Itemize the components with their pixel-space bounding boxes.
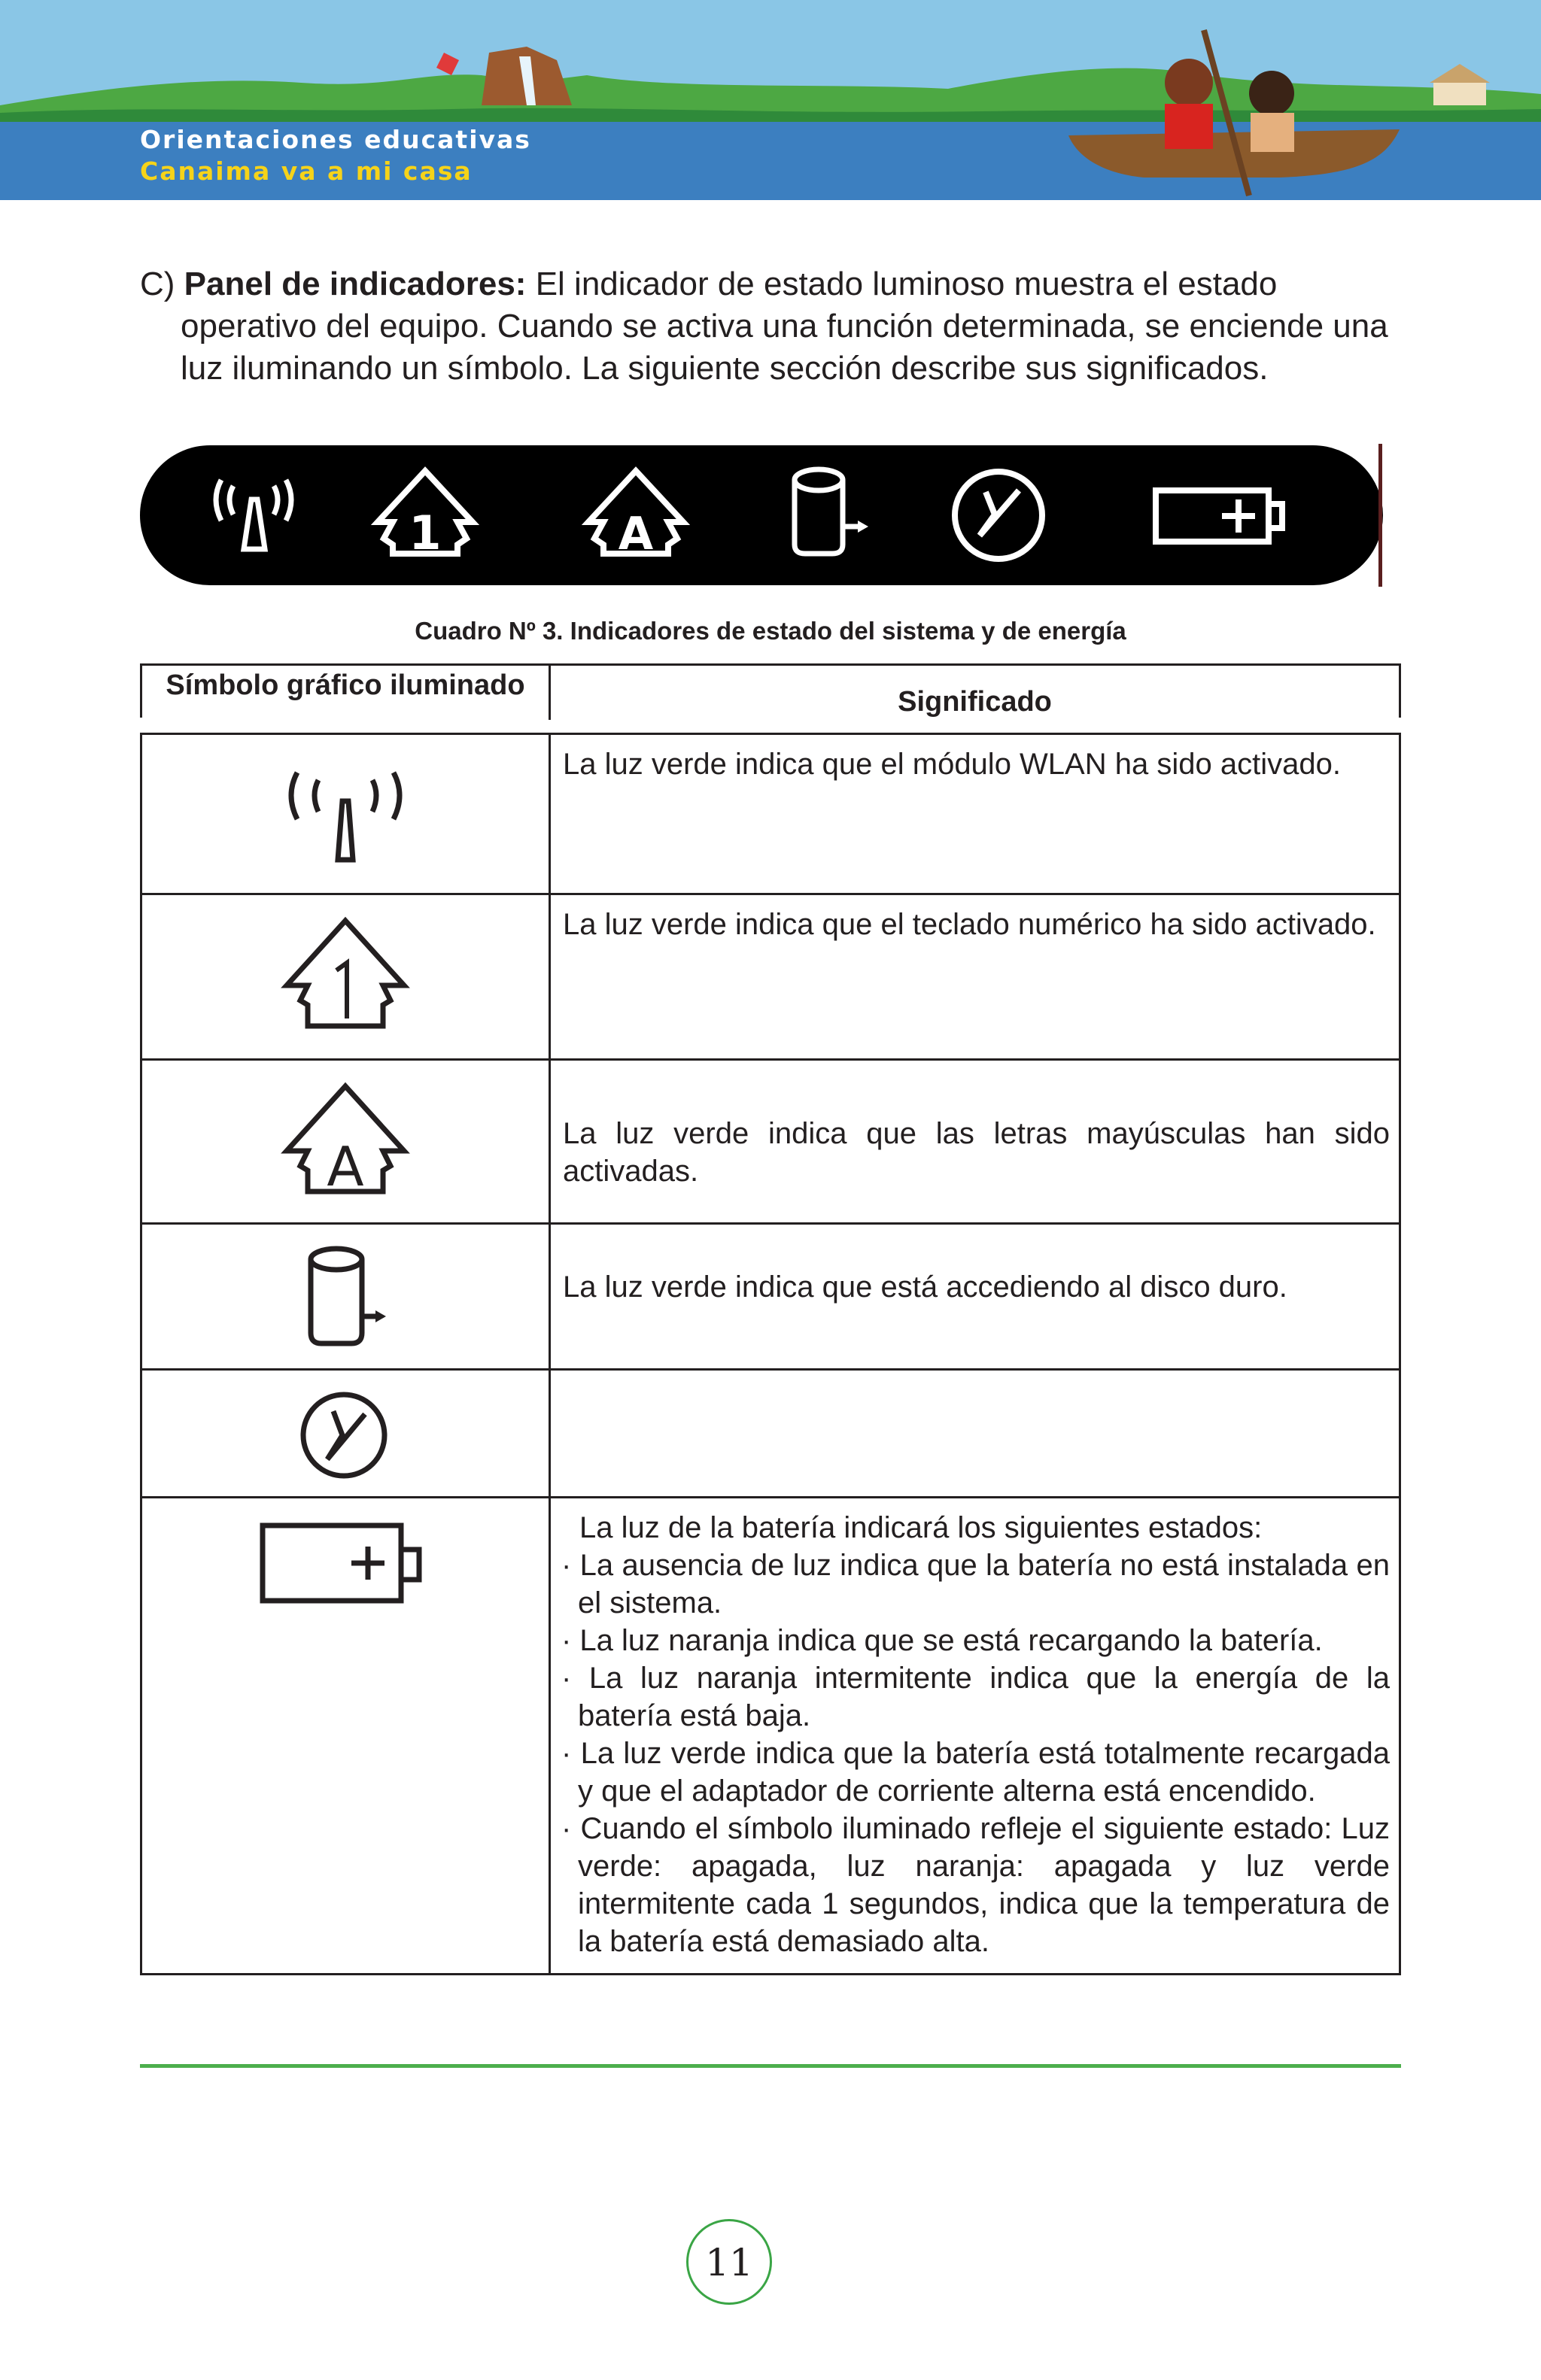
- indicator-table: [140, 733, 1401, 1975]
- wlan-icon: [270, 757, 421, 870]
- footer-divider: [140, 2064, 1401, 2068]
- header-subtitle: Canaima va a mi casa: [140, 156, 473, 186]
- num-lock-icon: [369, 460, 482, 570]
- header-banner: [0, 0, 1541, 200]
- num-lock-icon: [278, 913, 413, 1046]
- table-caption: Cuadro Nº 3. Indicadores de estado del sistema y de energía: [415, 617, 1126, 645]
- symbol-cell: [142, 1371, 549, 1496]
- meaning-cell: [549, 895, 1399, 1058]
- battery-state-item: · Cuando el símbolo iluminado refleje el siguiente estado: Luz verde: apagada, luz naranja: apagada y luz verde intermitente cada 1 segundos, indica que la temperatura de la batería está demasiado alta.: [561, 1812, 1390, 1958]
- symbol-cell: [142, 1498, 549, 1973]
- power-icon: [950, 460, 1047, 570]
- table-row: [142, 1496, 1399, 1973]
- meaning-text: La luz verde indica que el módulo WLAN ha sido activado.: [563, 748, 1341, 781]
- table-row: [142, 735, 1399, 893]
- battery-icon: [1150, 460, 1293, 570]
- panel-edge-divider: [1378, 444, 1382, 587]
- power-icon: [297, 1389, 391, 1482]
- hdd-icon: [300, 1241, 391, 1354]
- meaning-cell: [549, 1061, 1399, 1222]
- meaning-text: La luz verde indica que las letras mayúsculas han sido activadas.: [563, 1117, 1390, 1188]
- svg-text:A: A: [618, 508, 654, 560]
- meaning-cell: [549, 735, 1399, 893]
- battery-state-item: · La luz verde indica que la batería está totalmente recargada y que el adaptador de corriente alterna está encendido.: [561, 1737, 1390, 1808]
- symbol-cell: [142, 1061, 549, 1222]
- symbol-cell: [142, 735, 549, 893]
- svg-text:1: 1: [409, 505, 442, 560]
- column-header-symbol: Símbolo gráfico iluminado: [166, 669, 525, 701]
- intro-text: El indicador de estado luminoso muestra el estado operativo del equipo. Cuando se activa una función determinada, se enciende una luz iluminando un símbolo. La siguiente sección describe sus significados.: [181, 266, 1388, 387]
- meaning-cell: [549, 1225, 1399, 1368]
- meaning-cell: [549, 1371, 1399, 1496]
- battery-state-item: · La ausencia de luz indica que la batería no está instalada en el sistema.: [561, 1549, 1390, 1620]
- table-header: [140, 663, 1401, 718]
- caps-lock-icon: [579, 460, 692, 570]
- table-row: [142, 1058, 1399, 1222]
- intro-heading: Panel de indicadores:: [184, 266, 527, 302]
- battery-lead-text: La luz de la batería indicará los siguientes estados:: [579, 1511, 1263, 1544]
- column-header-meaning: Significado: [549, 666, 1399, 720]
- meaning-text: La luz verde indica que está accediendo al disco duro.: [563, 1270, 1287, 1304]
- table-row: [142, 1222, 1399, 1368]
- svg-text:A: A: [327, 1135, 364, 1198]
- page-number: 11: [686, 2219, 772, 2305]
- table-row: [142, 893, 1399, 1058]
- symbol-cell: [142, 895, 549, 1058]
- intro-paragraph: [140, 263, 1419, 390]
- caps-lock-icon: [278, 1079, 413, 1211]
- wlan-icon: [205, 460, 302, 570]
- header-title: Orientaciones educativas: [140, 125, 531, 154]
- battery-state-item: · La luz naranja intermitente indica que la energía de la batería está baja.: [561, 1662, 1390, 1732]
- symbol-cell: [142, 1225, 549, 1368]
- battery-state-item: · La luz naranja indica que se está recargando la batería.: [561, 1624, 1323, 1657]
- meaning-cell: [549, 1498, 1399, 1973]
- meaning-text: La luz verde indica que el teclado numérico ha sido activado.: [563, 908, 1376, 941]
- table-row: [142, 1368, 1399, 1496]
- battery-icon: [258, 1518, 431, 1608]
- hdd-icon: [783, 460, 873, 570]
- intro-prefix: C): [140, 266, 184, 302]
